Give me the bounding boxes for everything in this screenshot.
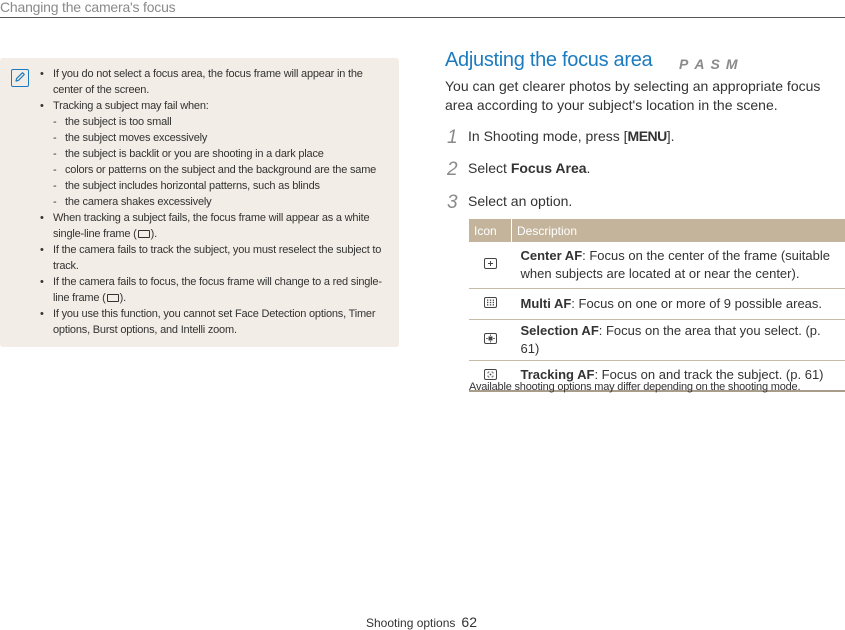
icon-cell xyxy=(469,242,512,288)
note-text: ). xyxy=(150,228,157,240)
note-item xyxy=(40,210,390,242)
multi-af-icon xyxy=(484,297,497,308)
page-footer xyxy=(366,614,477,630)
intro-text: You can get clearer photos by selecting an appropriate focus area according to your subject's location in the scene. xyxy=(445,78,821,113)
note-box xyxy=(0,58,399,347)
footer-section: Shooting options xyxy=(366,616,456,630)
step-text: Select xyxy=(468,160,511,176)
icon-cell xyxy=(469,319,512,360)
table-row xyxy=(469,242,845,288)
sub-item: - the subject includes horizontal patterns, such as blinds xyxy=(53,178,390,194)
header-icon: Icon xyxy=(469,219,512,242)
center-af-icon xyxy=(484,258,497,269)
step-text: In Shooting mode, press [ xyxy=(468,128,628,144)
step-text: Select an option. xyxy=(468,193,573,209)
note-text: ). xyxy=(119,292,126,304)
option-desc: : Focus on the center of the frame (suitable when subjects are located at or near the center). xyxy=(520,247,830,281)
single-line-frame-icon xyxy=(138,230,150,238)
step-number: 3 xyxy=(447,192,458,213)
note-item xyxy=(40,98,390,210)
header-description: Description xyxy=(512,219,845,242)
option-name: Multi AF xyxy=(520,295,572,311)
note-text: If the camera fails to track the subject, you must reselect the subject to track. xyxy=(53,244,382,272)
note-item xyxy=(40,242,390,274)
table-header-row xyxy=(469,219,845,242)
note-pencil-icon xyxy=(11,69,29,87)
desc-cell xyxy=(512,319,845,360)
step-number: 1 xyxy=(447,127,458,148)
header-title: Changing the camera's focus xyxy=(0,0,176,15)
table-row xyxy=(469,319,845,360)
option-name: Selection AF xyxy=(520,322,599,338)
note-text: If you use this function, you cannot set Face Detection options, Timer options, Burst options, and Intelli zoom. xyxy=(53,308,376,336)
note-text: When tracking a subject fails, the focus frame will appear as a white single-line frame ( xyxy=(53,212,370,240)
section-title: Adjusting the focus area xyxy=(445,49,653,71)
selection-af-icon xyxy=(484,333,497,344)
note-item xyxy=(40,66,390,98)
mode-icons xyxy=(679,56,737,72)
option-name: Tracking AF xyxy=(520,367,595,383)
mode-m-icon: M xyxy=(725,56,738,72)
option-desc: : Focus on the area that you select. (p. 61) xyxy=(520,322,821,356)
mode-s-icon: S xyxy=(710,56,720,72)
single-line-frame-icon xyxy=(107,294,119,302)
focus-options-table xyxy=(469,219,845,392)
table-row xyxy=(469,288,845,319)
sub-item: - colors or patterns on the subject and the background are the same xyxy=(53,162,390,178)
option-name: Center AF xyxy=(520,247,583,263)
option-desc: : Focus on and track the subject. (p. 61) xyxy=(594,367,824,383)
icon-cell xyxy=(469,288,512,319)
sub-item: - the camera shakes excessively xyxy=(53,194,390,210)
step-number: 2 xyxy=(447,159,458,180)
note-text: If the camera fails to focus, the focus frame will change to a red single-line frame ( xyxy=(53,276,382,304)
page-number: 62 xyxy=(461,614,477,630)
note-text: Tracking a subject may fail when: xyxy=(53,100,209,112)
step-text: ]. xyxy=(666,128,675,144)
desc-cell xyxy=(512,242,845,288)
note-text: If you do not select a focus area, the focus frame will appear in the center of the screen. xyxy=(53,68,363,96)
step-3 xyxy=(447,192,572,214)
sub-item: - the subject is too small xyxy=(53,114,390,130)
mode-a-icon: A xyxy=(694,56,705,72)
menu-button-icon: MENU xyxy=(627,128,667,144)
option-desc: : Focus on one or more of 9 possible areas. xyxy=(571,295,823,311)
step-1 xyxy=(447,127,675,149)
note-item xyxy=(40,306,390,338)
step-text: . xyxy=(586,160,591,176)
sub-list xyxy=(53,114,390,210)
desc-cell xyxy=(512,288,845,319)
sub-item: - the subject is backlit or you are shooting in a dark place xyxy=(53,146,390,162)
note-item xyxy=(40,274,390,306)
header-rule xyxy=(0,17,845,18)
step-2 xyxy=(447,159,590,181)
footnote: Available shooting options may differ depending on the shooting mode. xyxy=(469,381,801,393)
step-bold-text: Focus Area xyxy=(510,160,587,176)
note-list xyxy=(40,66,390,338)
sub-item: - the subject moves excessively xyxy=(53,130,390,146)
tracking-af-icon xyxy=(484,369,497,380)
mode-p-icon: P xyxy=(679,56,689,72)
